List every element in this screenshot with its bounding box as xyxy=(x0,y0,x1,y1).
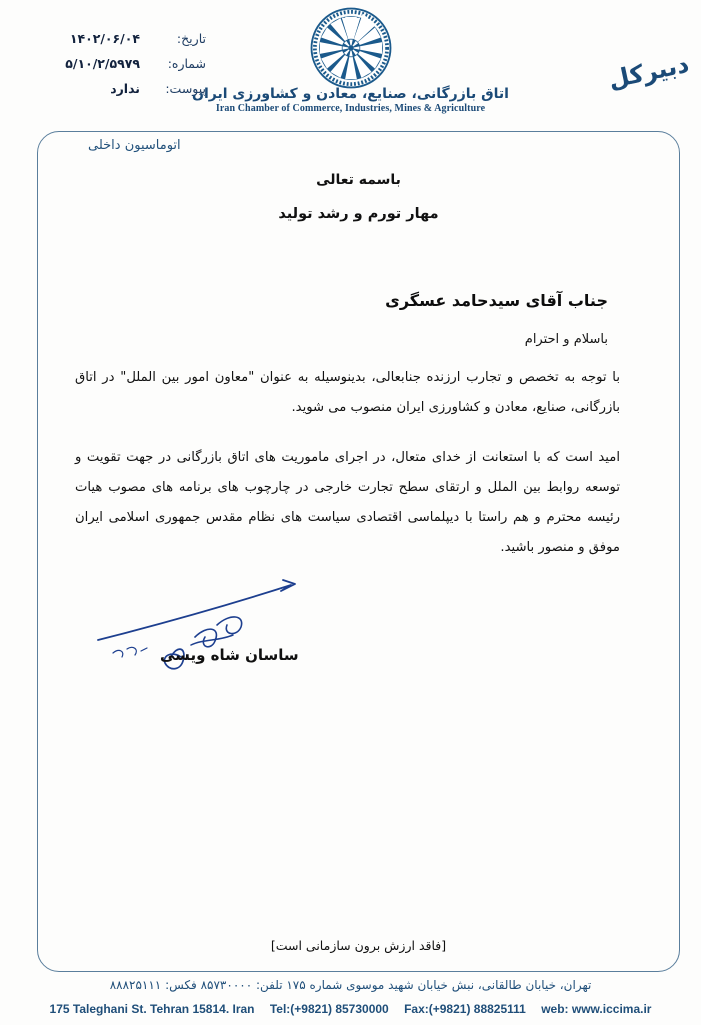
number-value: ۵/۱۰/۲/۵۹۷۹ xyxy=(65,56,140,71)
footer-web-en[interactable]: web: www.iccima.ir xyxy=(541,1002,652,1016)
org-name-en: Iran Chamber of Commerce, Industries, Mines & Agriculture xyxy=(215,103,486,114)
footer-street-en: 175 Taleghani St. Tehran 15814. Iran xyxy=(49,1002,255,1016)
invocation-text: باسمه تعالی xyxy=(316,172,401,188)
footer-address-fa: تهران، خیابان طالقانی، نبش خیابان شهید موسوی شماره ۱۷۵ تلفن: ۸۵۷۳۰۰۰۰ فکس: ۸۸۸۲۵۱۱۱ xyxy=(109,978,592,992)
body-paragraph-2: امید است که با استعانت از خدای متعال، در اجرای ماموریت های اتاق بازرگانی در جهت تقویت و توسعه روابط بین الملل و ارتقای سطح تجارت خارجی در چارچوب های برنامه های مصوب هیات رئیسه محترم و هم راستا با دیپلماسی اقتصادی سیاست های نظام مقدس جمهوری اسلامی ایران موفق و منصور باشید. xyxy=(75,450,620,555)
letterhead xyxy=(0,6,701,114)
secretary-general-stamp: دبیرکل xyxy=(605,49,692,95)
footer-address-en xyxy=(0,1002,701,1016)
greeting-text: باسلام و احترام xyxy=(524,332,608,347)
footer-tel-en: Tel:(+9821) 85730000 xyxy=(269,1002,389,1016)
number-label: شماره: xyxy=(167,56,206,71)
chamber-emblem-icon xyxy=(309,6,393,90)
date-value: ۱۴۰۲/۰۶/۰۴ xyxy=(69,31,140,46)
signer-name: ساسان شاه ویسی xyxy=(160,646,299,664)
internal-use-note: [فاقد ارزش برون سازمانی است] xyxy=(270,938,447,953)
attachment-value: ندارد xyxy=(110,81,140,96)
addressee-name: جناب آقای سیدحامد عسگری xyxy=(385,291,608,310)
automation-label: اتوماسیون داخلی xyxy=(88,138,181,153)
year-slogan: مهار تورم و رشد تولید xyxy=(278,206,439,222)
body-paragraph-1: با توجه به تخصص و تجارب ارزنده جنابعالی، بدینوسیله به عنوان "معاون امور بین الملل" در اتاق بازرگانی، صنایع، معادن و کشاورزی ایران منصوب می شوید. xyxy=(75,370,620,415)
attachment-label: پیوست: xyxy=(165,81,206,96)
footer-fax-en: Fax:(+9821) 88825111 xyxy=(404,1002,526,1016)
org-name-fa: اتاق بازرگانی، صنایع، معادن و کشاورزی ایران xyxy=(192,86,509,102)
date-label: تاریخ: xyxy=(176,31,206,46)
